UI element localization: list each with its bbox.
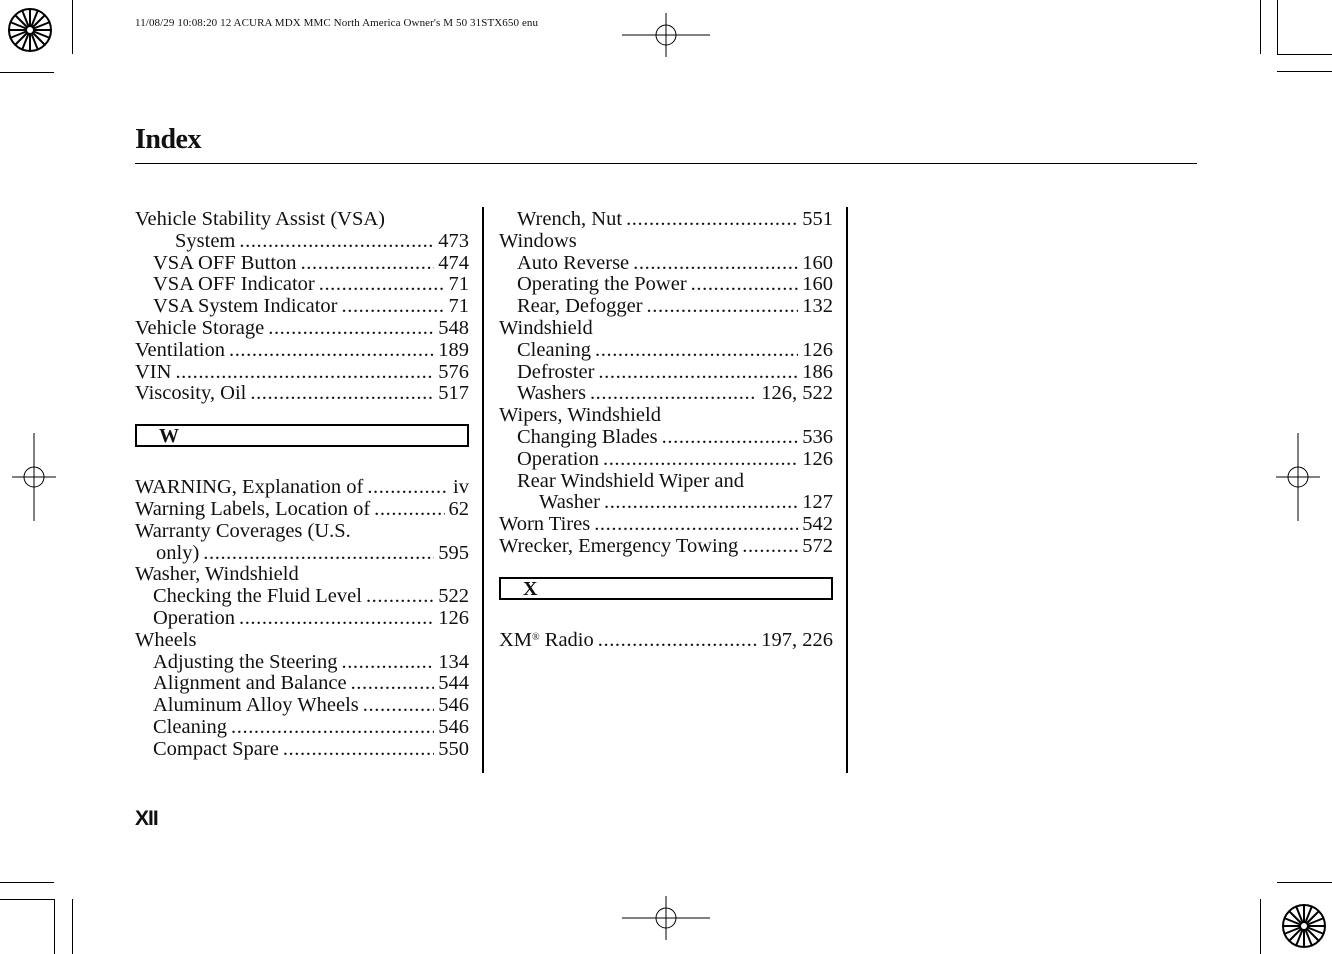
leader-dots (342, 296, 445, 318)
leader-dots (626, 209, 798, 231)
index-entry (135, 521, 469, 543)
index-column-2 (499, 209, 833, 652)
leader-dots (367, 477, 449, 499)
leader-dots (319, 274, 445, 296)
entry-page: 126 (438, 607, 469, 629)
leader-dots (691, 274, 799, 296)
entry-page: 126, 522 (761, 383, 833, 405)
entry-page: 544 (438, 673, 469, 695)
entry-page: 536 (802, 426, 833, 448)
index-entry (499, 492, 833, 514)
leader-dots (590, 383, 757, 405)
entry-page: 542 (802, 514, 833, 536)
index-entry (135, 499, 469, 521)
index-column-1 (135, 209, 469, 761)
index-entry (135, 253, 469, 275)
index-entry (135, 739, 469, 761)
entry-label: Operating the Power (517, 274, 687, 296)
index-entry (135, 362, 469, 384)
column-divider (482, 207, 484, 773)
section-header-x: X (499, 577, 833, 600)
index-entry (499, 231, 833, 253)
entry-label: Cleaning (517, 339, 592, 361)
index-entry (135, 296, 469, 318)
entry-page: 576 (438, 361, 469, 383)
entry-label: Warranty Coverages (U.S. (135, 520, 351, 542)
leader-dots (268, 318, 434, 340)
leader-dots (363, 695, 434, 717)
crosshair-target-icon (622, 13, 710, 57)
entry-page: iv (453, 477, 469, 499)
leader-dots (229, 340, 434, 362)
entry-page: 160 (802, 252, 833, 274)
index-entry (499, 536, 833, 558)
entry-label: Checking the Fluid Level (153, 586, 362, 608)
entry-label-radio: Radio (539, 629, 594, 651)
index-entry (499, 296, 833, 318)
entry-label: Washer, Windshield (135, 564, 299, 586)
index-entry (135, 383, 469, 405)
leader-dots (633, 253, 798, 275)
entry-label: VSA System Indicator (153, 296, 338, 318)
entry-label: Rear, Defogger (517, 296, 643, 318)
leader-dots (742, 536, 798, 558)
index-entry (499, 449, 833, 471)
index-entry (499, 340, 833, 362)
entry-label: Washer (539, 492, 600, 514)
index-entry (135, 695, 469, 717)
entry-page: 134 (438, 651, 469, 673)
entry-page: 197, 226 (761, 629, 833, 651)
entry-label: Auto Reverse (517, 252, 630, 274)
index-entry (135, 231, 469, 253)
entry-page: 474 (438, 252, 469, 274)
index-entry (499, 274, 833, 296)
index-entry (499, 362, 833, 384)
index-entry (135, 477, 469, 499)
entry-label: Changing Blades (517, 426, 658, 448)
entry-label: Alignment and Balance (153, 673, 347, 695)
entry-label: only) (156, 542, 200, 564)
index-entry (135, 318, 469, 340)
leader-dots (598, 630, 758, 652)
entry-label: VSA OFF Indicator (153, 274, 315, 296)
leader-dots (239, 231, 434, 253)
entry-label: Defroster (517, 361, 595, 383)
index-entry (499, 471, 833, 493)
entry-label: Ventilation (135, 339, 225, 361)
entry-label-xm: XM (499, 629, 533, 651)
leader-dots (366, 586, 434, 608)
entry-page: 595 (438, 542, 469, 564)
leader-dots (351, 673, 435, 695)
leader-dots (662, 427, 799, 449)
leader-dots (175, 362, 434, 384)
entry-label: Wipers, Windshield (499, 405, 661, 427)
leader-dots (239, 608, 434, 630)
entry-label: Washers (517, 383, 586, 405)
entry-page: 546 (438, 695, 469, 717)
index-entry (135, 608, 469, 630)
index-entry (135, 630, 469, 652)
entry-label: System (175, 230, 236, 252)
index-entry (499, 514, 833, 536)
entry-label: Wrench, Nut (517, 209, 623, 230)
entry-page: 127 (802, 492, 833, 514)
leader-dots (594, 514, 798, 536)
entry-label: Compact Spare (153, 738, 279, 760)
leader-dots (603, 449, 798, 471)
leader-dots (647, 296, 799, 318)
section-header-w: W (135, 424, 469, 447)
entry-label: Vehicle Storage (135, 317, 265, 339)
crosshair-target-icon (1276, 433, 1320, 521)
entry-label: Operation (517, 448, 599, 470)
crosshair-target-icon (12, 433, 56, 521)
leader-dots (595, 340, 798, 362)
entry-page: 550 (438, 738, 469, 760)
leader-dots (283, 739, 434, 761)
index-entry (499, 383, 833, 405)
entry-label (499, 630, 594, 652)
entry-label: Windshield (499, 317, 593, 339)
entry-label: Cleaning (153, 716, 228, 738)
registration-starburst-icon (4, 4, 56, 56)
index-entry (135, 340, 469, 362)
index-entry (135, 673, 469, 695)
leader-dots (250, 383, 434, 405)
index-entry (135, 586, 469, 608)
entry-label: VIN (135, 361, 172, 383)
entry-label: Vehicle Stability Assist (VSA) (135, 209, 385, 230)
index-entry (499, 427, 833, 449)
index-entry (135, 209, 469, 231)
index-entry (135, 652, 469, 674)
entry-label: Wheels (135, 629, 197, 651)
entry-page: 473 (438, 230, 469, 252)
registered-mark: ® (532, 631, 540, 643)
index-entry (135, 274, 469, 296)
leader-dots (341, 652, 434, 674)
entry-label: VSA OFF Button (153, 252, 297, 274)
page-title: Index (135, 124, 201, 155)
index-entry (499, 405, 833, 427)
leader-dots (203, 543, 434, 565)
index-entry (135, 543, 469, 565)
registration-starburst-icon (1278, 900, 1330, 952)
entry-page: 132 (802, 296, 833, 318)
print-header: 11/08/29 10:08:20 12 ACURA MDX MMC North America Owner's M 50 31STX650 enu (135, 17, 539, 29)
entry-page: 186 (802, 361, 833, 383)
leader-dots (598, 362, 798, 384)
leader-dots (604, 492, 798, 514)
entry-page: 71 (448, 296, 469, 318)
entry-label: Wrecker, Emergency Towing (499, 535, 739, 557)
entry-page: 572 (802, 535, 833, 557)
index-entry (499, 253, 833, 275)
entry-label: WARNING, Explanation of (135, 477, 364, 499)
entry-page: 126 (802, 339, 833, 361)
leader-dots (374, 499, 444, 521)
entry-page: 517 (438, 383, 469, 405)
entry-label: Worn Tires (499, 514, 591, 536)
entry-page: 160 (802, 274, 833, 296)
entry-page: 189 (438, 339, 469, 361)
entry-label: Windows (499, 230, 577, 252)
entry-page: 71 (448, 274, 469, 296)
index-entry (499, 318, 833, 340)
entry-label: Rear Windshield Wiper and (517, 470, 745, 492)
entry-page: 546 (438, 716, 469, 738)
leader-dots (231, 717, 434, 739)
entry-label: Warning Labels, Location of (135, 498, 371, 520)
entry-page: 551 (802, 209, 833, 230)
leader-dots (301, 253, 435, 275)
entry-label: Adjusting the Steering (153, 651, 338, 673)
crosshair-target-icon (622, 896, 710, 940)
entry-page: 548 (438, 317, 469, 339)
entry-page: 62 (448, 498, 469, 520)
index-entry (499, 209, 833, 231)
entry-page: 522 (438, 586, 469, 608)
entry-page: 126 (802, 448, 833, 470)
index-entry (135, 564, 469, 586)
entry-label: Aluminum Alloy Wheels (153, 695, 359, 717)
entry-label: Viscosity, Oil (135, 383, 247, 405)
title-rule (135, 163, 1197, 164)
index-entry (499, 630, 833, 652)
entry-label: Operation (153, 607, 235, 629)
column-divider (846, 207, 848, 773)
page-number: XII (135, 807, 158, 830)
index-entry (135, 717, 469, 739)
